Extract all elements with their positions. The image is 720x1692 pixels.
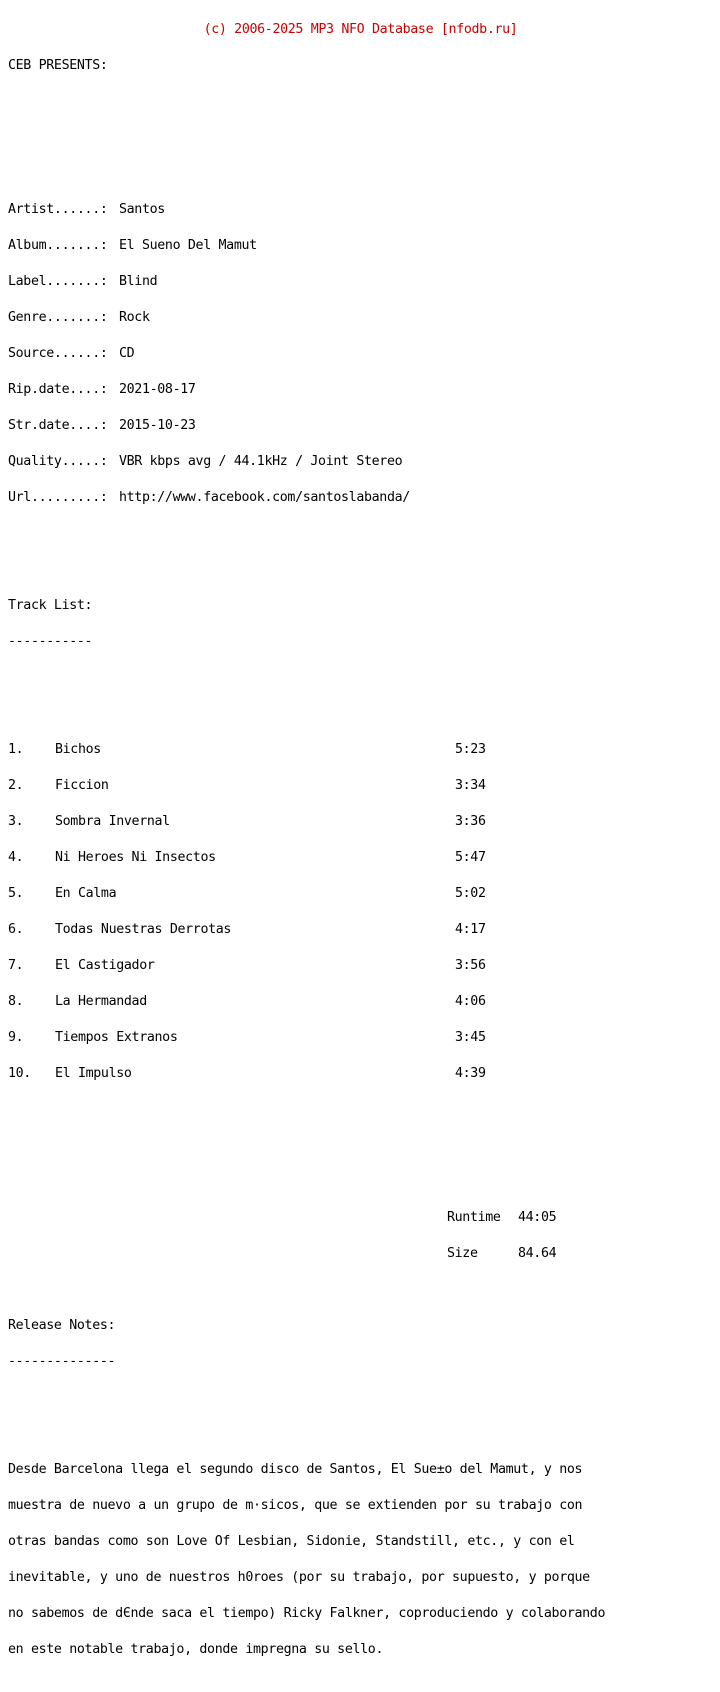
info-label: Source......:: [8, 346, 108, 361]
info-row-quality: [8, 456, 713, 468]
info-row-genre: [8, 312, 713, 324]
size-value: 84.64: [518, 1246, 557, 1261]
track-time: 3:34: [455, 778, 486, 793]
track-number: 4.: [8, 850, 24, 865]
info-row-source: [8, 348, 713, 360]
track-title: Bichos: [55, 742, 101, 757]
info-value: VBR kbps avg / 44.1kHz / Joint Stereo: [119, 454, 403, 469]
info-value: El Sueno Del Mamut: [119, 238, 257, 253]
info-label: Album.......:: [8, 238, 108, 253]
info-label: Label.......:: [8, 274, 108, 289]
info-label: Artist......:: [8, 202, 108, 217]
track-number: 8.: [8, 994, 24, 1009]
info-value: 2021-08-17: [119, 382, 196, 397]
track-title: Sombra Invernal: [55, 814, 170, 829]
site-header: (c) 2006-2025 MP3 NFO Database [nfodb.ru]: [203, 22, 518, 37]
track-title: En Calma: [55, 886, 117, 901]
info-row-rip-date: [8, 384, 713, 396]
track-row: [8, 744, 713, 756]
release-notes-title: Release Notes:: [8, 1318, 116, 1333]
tracklist-title: Track List:: [8, 598, 93, 613]
info-label: Quality.....:: [8, 454, 108, 469]
info-row-artist: [8, 204, 713, 216]
info-label: Genre.......:: [8, 310, 108, 325]
size-row: [8, 1248, 713, 1260]
track-title: Ficcion: [55, 778, 109, 793]
track-title: Ni Heroes Ni Insectos: [55, 850, 216, 865]
track-number: 5.: [8, 886, 24, 901]
release-notes-underline: --------------: [8, 1354, 116, 1369]
track-list: [8, 720, 713, 1104]
track-row: [8, 1032, 713, 1044]
info-row-label: [8, 276, 713, 288]
track-number: 1.: [8, 742, 24, 757]
size-label: Size: [447, 1246, 478, 1261]
track-title: Todas Nuestras Derrotas: [55, 922, 232, 937]
track-row: [8, 780, 713, 792]
track-title: Tiempos Extranos: [55, 1030, 178, 1045]
track-row: [8, 816, 713, 828]
nfo-text: [8, 0, 713, 1692]
track-row: [8, 924, 713, 936]
runtime-value: 44:05: [518, 1210, 557, 1225]
track-time: 4:17: [455, 922, 486, 937]
track-row: [8, 888, 713, 900]
tracklist-underline: -----------: [8, 634, 93, 649]
blank-line: [8, 132, 713, 144]
track-time: 3:56: [455, 958, 486, 973]
info-label: Url.........:: [8, 490, 108, 505]
track-title: La Hermandad: [55, 994, 147, 1009]
track-row: [8, 1068, 713, 1080]
track-time: 4:06: [455, 994, 486, 1009]
track-number: 6.: [8, 922, 24, 937]
track-time: 3:36: [455, 814, 486, 829]
track-time: 5:23: [455, 742, 486, 757]
track-title: El Castigador: [55, 958, 155, 973]
track-time: 4:39: [455, 1066, 486, 1081]
info-value: http://www.facebook.com/santoslabanda/: [119, 490, 410, 505]
runtime-label: Runtime: [447, 1210, 501, 1225]
info-value: CD: [119, 346, 135, 361]
presents-line: CEB PRESENTS:: [8, 58, 108, 73]
summary-block: [8, 1188, 713, 1284]
notes-line: otras bandas como son Love Of Lesbian, Sidonie, Standstill, etc., y con el: [8, 1534, 575, 1549]
info-label: Str.date....:: [8, 418, 108, 433]
info-value: Blind: [119, 274, 158, 289]
release-notes-body: [8, 1440, 713, 1680]
notes-line: en este notable trabajo, donde impregna su sello.: [8, 1642, 384, 1657]
info-row-album: [8, 240, 713, 252]
info-row-str-date: [8, 420, 713, 432]
runtime-row: [8, 1212, 713, 1224]
track-row: [8, 996, 713, 1008]
blank-line: [8, 672, 713, 684]
track-number: 2.: [8, 778, 24, 793]
blank-line: [8, 96, 713, 108]
track-time: 5:02: [455, 886, 486, 901]
notes-line: Desde Barcelona llega el segundo disco de Santos, El Sue±o del Mamut, y nos: [8, 1462, 583, 1477]
info-value: Santos: [119, 202, 165, 217]
notes-line: no sabemos de dЄnde saca el tiempo) Ricky Falkner, coproduciendo y colaborando: [8, 1606, 606, 1621]
track-number: 10.: [8, 1066, 31, 1081]
track-row: [8, 960, 713, 972]
blank-line: [8, 1392, 713, 1404]
blank-line: [8, 1140, 713, 1152]
info-value: Rock: [119, 310, 150, 325]
track-number: 3.: [8, 814, 24, 829]
notes-line: inevitable, y uno de nuestros h0roes (por su trabajo, por supuesto, y porque: [8, 1570, 590, 1585]
info-row-url: [8, 492, 713, 504]
track-time: 5:47: [455, 850, 486, 865]
track-title: El Impulso: [55, 1066, 132, 1081]
track-number: 9.: [8, 1030, 24, 1045]
blank-line: [8, 564, 713, 576]
notes-line: muestra de nuevo a un grupo de m·sicos, que se extienden por su trabajo con: [8, 1498, 583, 1513]
info-value: 2015-10-23: [119, 418, 196, 433]
track-time: 3:45: [455, 1030, 486, 1045]
info-block: [8, 180, 713, 528]
track-number: 7.: [8, 958, 24, 973]
info-label: Rip.date....:: [8, 382, 108, 397]
track-row: [8, 852, 713, 864]
